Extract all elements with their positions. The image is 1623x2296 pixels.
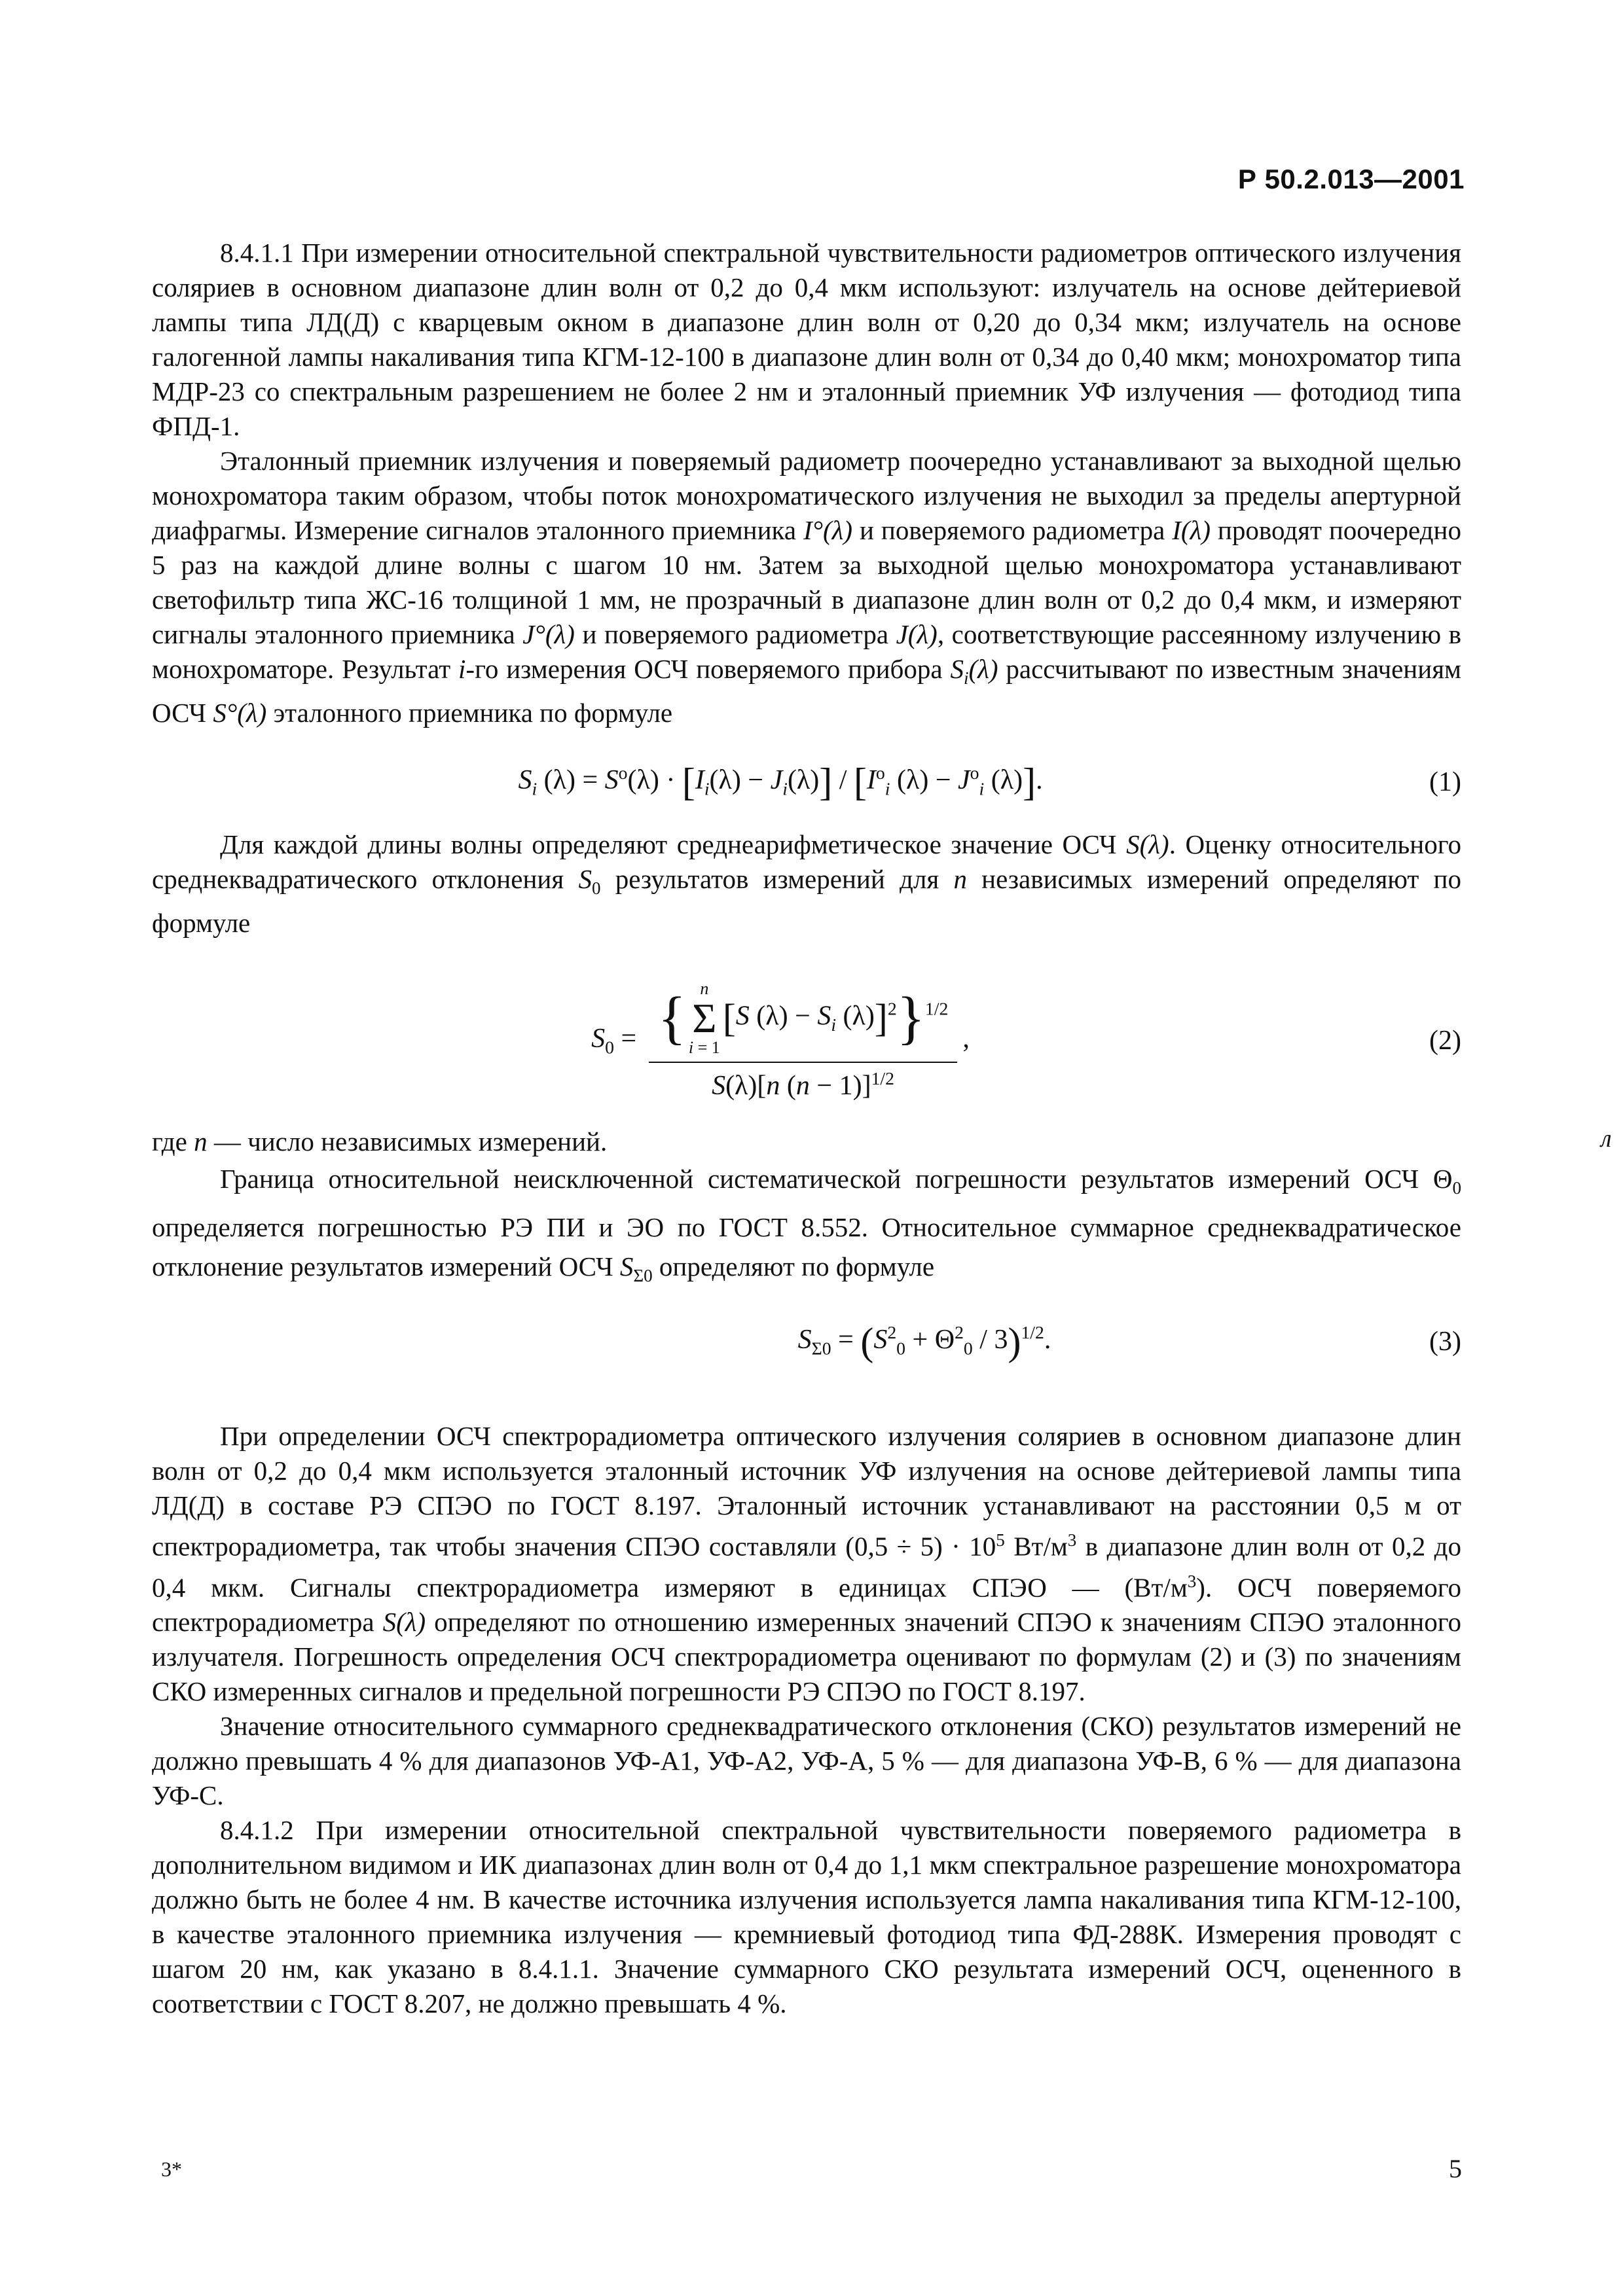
- paragraph: Для каждой длины волны определяют среднеарифметическое значение ОСЧ S(λ). Оценку относительного среднеквадратического отклонения $S_0$ результатов измерений для n независимых измерений определяют по формуле: [152, 829, 1461, 939]
- paragraph: 8.4.1.2 При измерении относительной спектральной чувствительности поверяемого радиометра в дополнительном видимом и ИК диапазонах длин волн от 0,4 до 1,1 мкм спектральное разрешение монохроматора должно быть не более 4 нм. В качестве источника излучения используется лампа накаливания типа КГМ-12-100, в качестве эталонного приемника излучения — кремниевый фотодиод типа ФД-288К. Измерения проводят с шагом 20 нм, как указано в 8.4.1.1. Значение суммарного СКО результата измерений ОСЧ, оцененного в соответствии с ГОСТ 8.207, не должно превышать 4 %.: [152, 1815, 1461, 2019]
- formula-2-expression: $S_0$ = { n Σ i = 1 [S $(\lambda) - S_i$ (λ)]$^2$}$^{1/2}$ S(λ)[n (n − 1)]$^{1/2}$ ,: [591, 978, 970, 1101]
- document-code: Р 50.2.013—2001: [1237, 164, 1465, 194]
- paragraph: Граница относительной неисключенной систематической погрешности результатов измерений ОСЧ $\Theta_0$ определяется погрешностью РЭ ПИ и ЭО по ГОСТ 8.552. Относительное суммарное среднеквадратическое отклонение результатов измерений ОСЧ $S_{\Sigma 0}$ определяют по формуле: [152, 1164, 1461, 1286]
- formula-1-expression: $S_i$ $(\lambda) = S^o(\lambda) \cdot [I_i(\lambda) - J_i(\lambda)] / [I^o_i$ $(\lambda) - J^o_i$ (λ)].: [518, 760, 1043, 804]
- symbol: n: [953, 864, 967, 894]
- paragraph: где n — число независимых измерений.: [152, 1126, 608, 1157]
- equation-number: (2): [1429, 1026, 1461, 1056]
- section-8-4-1-1: [152, 236, 1461, 730]
- page-number: 5: [1449, 2154, 1462, 2183]
- paragraph: При определении ОСЧ спектрорадиометра оптического излучения соляриев в основном диапазоне длин волн от 0,2 до 0,4 мкм используется эталонный источник УФ излучения на основе дейтериевой лампы типа ЛД(Д) в составе РЭ СПЭО по ГОСТ 8.197. Эталонный источник устанавливают на расстоянии 0,5 м от спектрорадиометра, так чтобы значения СПЭО составляли $(0,5 \div 5) \cdot 10^5$ $Вт/м^3$ в диапазоне длин волн от 0,2 до 0,4 мкм. Сигналы спектрорадиометра измеряют в единицах СПЭО — $(Вт/м^3)$. ОСЧ поверяемого спектрорадиометра S(λ) определяют по отношению измеренных значений СПЭО к значениям СПЭО эталонного излучателя. Погрешность определения ОСЧ спектрорадиометра оценивают по формулам (2) и (3) по значениям СКО измеренных сигналов и предельной погрешности РЭ СПЭО по ГОСТ 8.197.: [152, 1421, 1461, 1707]
- symbol: i: [458, 654, 466, 684]
- paragraph: 8.4.1.1 При измерении относительной спектральной чувствительности радиометров оптического излучения соляриев в основном диапазоне длин волн от 0,2 до 0,4 мкм используют: излучатель на основе дейтериевой лампы типа ЛД(Д) с кварцевым окном в диапазоне длин волн от 0,20 до 0,34 мкм; излучатель на основе галогенной лампы накаливания типа КГМ-12-100 в диапазоне длин волн от 0,34 до 0,40 мкм; монохроматор типа МДР-23 со спектральным разрешением не более 2 нм и эталонный приемник УФ излучения — фотодиод типа ФПД-1.: [152, 238, 1461, 441]
- symbol: $S_0$: [578, 864, 601, 899]
- formula-1: [152, 759, 1461, 805]
- symbol: S°(λ): [213, 698, 267, 728]
- equation-number: (1): [1429, 767, 1461, 797]
- paragraph: Значение относительного суммарного среднеквадратического отклонения (СКО) результатов измерений не должно превышать 4 % для диапазонов УФ-А1, УФ-А2, УФ-А, 5 % — для диапазона УФ-В, 6 % — для диапазона УФ-С.: [152, 1711, 1461, 1811]
- paragraph: Эталонный приемник излучения и поверяемый радиометр поочередно устанавливают за выходной щелью монохроматора таким образом, чтобы поток монохроматического излучения не выходил за пределы апертурной диафрагмы. Измерение сигналов эталонного приемника I°(λ) и поверяемого радиометра I(λ) проводят поочередно 5 раз на каждой длине волны с шагом 10 нм. Затем за выходной щелью монохроматора устанавливают светофильтр типа ЖС-16 толщиной 1 мм, не прозрачный в диапазоне длин волн от 0,2 до 0,4 мкм, и измеряют сигналы эталонного приемника J°(λ) и поверяемого радиометра J(λ), соответствующие рассеянному излучению в монохроматоре. Результат i-го измерения ОСЧ поверяемого прибора $S_i(\lambda)$ рассчитывают по известным значениям ОСЧ S°(λ) эталонного приемника по формуле: [152, 446, 1461, 728]
- symbol: J°(λ): [522, 619, 575, 649]
- block-3: [152, 1124, 1461, 1295]
- symbol: $S_{\Sigma 0}$: [619, 1251, 653, 1286]
- symbol: S(λ): [1126, 829, 1169, 859]
- block-2: [152, 827, 1461, 941]
- formula-3-expression: $S_{\Sigma 0} = (S^2_0 + \Theta^2_0 / 3)^{1/2}$.: [797, 1319, 1051, 1363]
- symbol: I°(λ): [803, 515, 853, 545]
- block-4: [152, 1419, 1461, 2021]
- formula-3: [152, 1316, 1461, 1368]
- sheet-mark: 3*: [161, 2157, 182, 2181]
- margin-mark: л: [1601, 1125, 1612, 1153]
- formula-2: [152, 949, 1461, 1132]
- symbol: I(λ): [1172, 515, 1211, 545]
- equation-number: (3): [1429, 1327, 1461, 1357]
- symbol: $S_i(\lambda)$: [950, 654, 998, 689]
- symbol: J(λ): [896, 619, 938, 649]
